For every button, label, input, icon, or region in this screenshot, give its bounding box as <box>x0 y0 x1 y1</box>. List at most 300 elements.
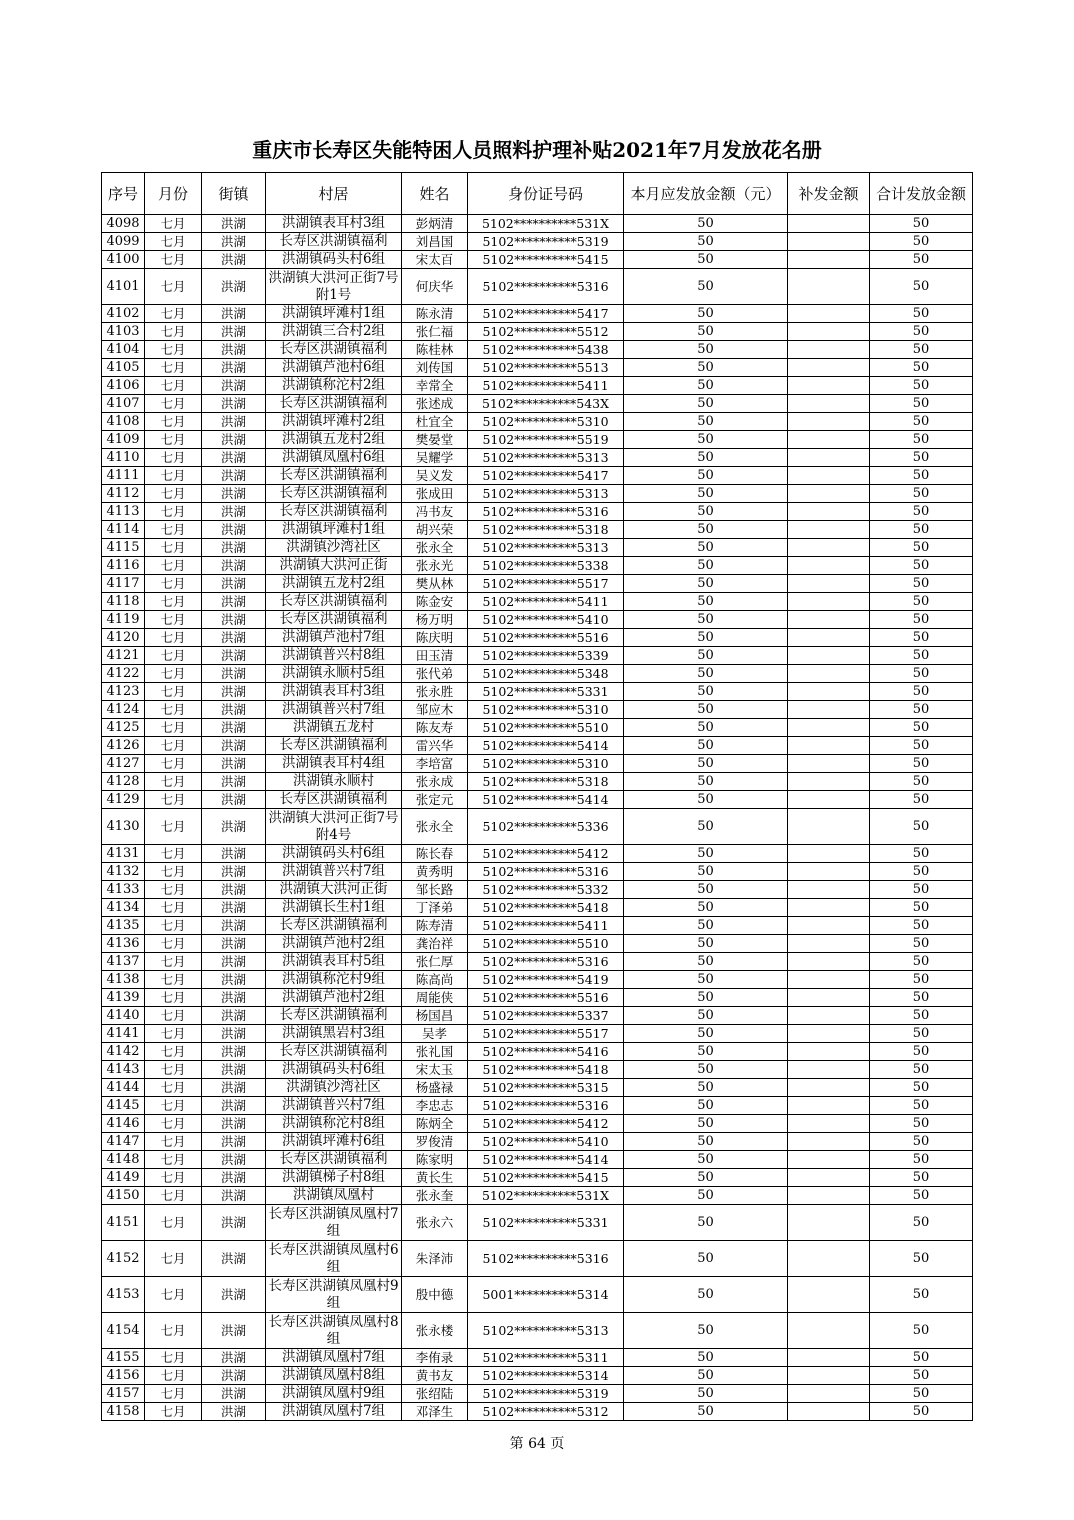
cell-monthly-amount: 50 <box>624 1079 788 1097</box>
cell-monthly-amount: 50 <box>624 989 788 1007</box>
cell-reissue-amount <box>788 467 870 485</box>
cell-month: 七月 <box>145 881 202 899</box>
table-row <box>102 863 973 881</box>
cell-month: 七月 <box>145 575 202 593</box>
cell-id-number: 5102**********5412 <box>468 1115 624 1133</box>
cell-index: 4143 <box>102 1061 145 1079</box>
cell-total-amount: 50 <box>870 1097 973 1115</box>
cell-village: 长寿区洪湖镇福利 <box>266 917 402 935</box>
cell-name: 李侑录 <box>402 1349 468 1367</box>
cell-month: 七月 <box>145 629 202 647</box>
cell-id-number: 5102**********5313 <box>468 539 624 557</box>
cell-name: 陈寿清 <box>402 917 468 935</box>
cell-town: 洪湖 <box>202 413 266 431</box>
cell-town: 洪湖 <box>202 683 266 701</box>
cell-index: 4158 <box>102 1403 145 1421</box>
cell-month: 七月 <box>145 989 202 1007</box>
cell-index: 4122 <box>102 665 145 683</box>
table-row <box>102 1061 973 1079</box>
cell-name: 杨国昌 <box>402 1007 468 1025</box>
cell-month: 七月 <box>145 305 202 323</box>
cell-monthly-amount: 50 <box>624 485 788 503</box>
cell-reissue-amount <box>788 629 870 647</box>
cell-month: 七月 <box>145 845 202 863</box>
cell-name: 张成田 <box>402 485 468 503</box>
cell-monthly-amount: 50 <box>624 1007 788 1025</box>
cell-total-amount: 50 <box>870 737 973 755</box>
col-header-monthly-amount: 本月应发放金额（元） <box>624 173 788 215</box>
cell-name: 幸常全 <box>402 377 468 395</box>
cell-name: 张永六 <box>402 1205 468 1241</box>
cell-village: 洪湖镇芦池村7组 <box>266 629 402 647</box>
cell-town: 洪湖 <box>202 1277 266 1313</box>
cell-name: 罗俊清 <box>402 1133 468 1151</box>
cell-index: 4133 <box>102 881 145 899</box>
cell-reissue-amount <box>788 935 870 953</box>
cell-town: 洪湖 <box>202 845 266 863</box>
cell-index: 4116 <box>102 557 145 575</box>
cell-total-amount: 50 <box>870 1043 973 1061</box>
cell-reissue-amount <box>788 1079 870 1097</box>
cell-id-number: 5102**********5419 <box>468 971 624 989</box>
cell-monthly-amount: 50 <box>624 1277 788 1313</box>
cell-village: 长寿区洪湖镇福利 <box>266 341 402 359</box>
cell-monthly-amount: 50 <box>624 539 788 557</box>
cell-town: 洪湖 <box>202 359 266 377</box>
cell-village: 洪湖镇大洪河正街 <box>266 881 402 899</box>
cell-id-number: 5102**********5314 <box>468 1367 624 1385</box>
cell-town: 洪湖 <box>202 1115 266 1133</box>
cell-village: 长寿区洪湖镇凤凰村6组 <box>266 1241 402 1277</box>
cell-total-amount: 50 <box>870 593 973 611</box>
cell-month: 七月 <box>145 863 202 881</box>
cell-month: 七月 <box>145 377 202 395</box>
cell-monthly-amount: 50 <box>624 683 788 701</box>
cell-index: 4124 <box>102 701 145 719</box>
cell-name: 张永全 <box>402 809 468 845</box>
cell-monthly-amount: 50 <box>624 341 788 359</box>
cell-month: 七月 <box>145 611 202 629</box>
cell-id-number: 5102**********5336 <box>468 809 624 845</box>
cell-index: 4120 <box>102 629 145 647</box>
table-row <box>102 431 973 449</box>
table-row <box>102 467 973 485</box>
cell-name: 冯书友 <box>402 503 468 521</box>
cell-town: 洪湖 <box>202 305 266 323</box>
cell-total-amount: 50 <box>870 809 973 845</box>
cell-village: 洪湖镇坪滩村2组 <box>266 413 402 431</box>
cell-town: 洪湖 <box>202 1367 266 1385</box>
cell-name: 丁泽弟 <box>402 899 468 917</box>
cell-total-amount: 50 <box>870 1367 973 1385</box>
table-row <box>102 503 973 521</box>
cell-month: 七月 <box>145 755 202 773</box>
table-row <box>102 665 973 683</box>
cell-reissue-amount <box>788 449 870 467</box>
cell-town: 洪湖 <box>202 1043 266 1061</box>
cell-monthly-amount: 50 <box>624 1367 788 1385</box>
cell-village: 洪湖镇永顺村 <box>266 773 402 791</box>
cell-town: 洪湖 <box>202 881 266 899</box>
cell-reissue-amount <box>788 323 870 341</box>
cell-month: 七月 <box>145 1403 202 1421</box>
cell-month: 七月 <box>145 233 202 251</box>
cell-total-amount: 50 <box>870 1277 973 1313</box>
table-row <box>102 1403 973 1421</box>
cell-monthly-amount: 50 <box>624 413 788 431</box>
cell-monthly-amount: 50 <box>624 719 788 737</box>
cell-index: 4108 <box>102 413 145 431</box>
cell-index: 4106 <box>102 377 145 395</box>
cell-index: 4099 <box>102 233 145 251</box>
cell-month: 七月 <box>145 449 202 467</box>
table-row <box>102 377 973 395</box>
cell-index: 4103 <box>102 323 145 341</box>
cell-id-number: 5102**********5516 <box>468 989 624 1007</box>
cell-town: 洪湖 <box>202 773 266 791</box>
cell-name: 李忠志 <box>402 1097 468 1115</box>
cell-name: 田玉清 <box>402 647 468 665</box>
cell-village: 长寿区洪湖镇福利 <box>266 395 402 413</box>
table-row <box>102 935 973 953</box>
cell-reissue-amount <box>788 1151 870 1169</box>
cell-id-number: 5102**********5411 <box>468 917 624 935</box>
cell-id-number: 5102**********5516 <box>468 629 624 647</box>
cell-month: 七月 <box>145 899 202 917</box>
cell-month: 七月 <box>145 1241 202 1277</box>
cell-village: 长寿区洪湖镇福利 <box>266 1007 402 1025</box>
cell-total-amount: 50 <box>870 215 973 233</box>
cell-month: 七月 <box>145 647 202 665</box>
cell-town: 洪湖 <box>202 899 266 917</box>
cell-town: 洪湖 <box>202 629 266 647</box>
cell-town: 洪湖 <box>202 701 266 719</box>
cell-monthly-amount: 50 <box>624 1043 788 1061</box>
cell-total-amount: 50 <box>870 557 973 575</box>
cell-total-amount: 50 <box>870 1007 973 1025</box>
cell-month: 七月 <box>145 1043 202 1061</box>
cell-month: 七月 <box>145 395 202 413</box>
cell-name: 宋太百 <box>402 251 468 269</box>
cell-town: 洪湖 <box>202 1151 266 1169</box>
table-row <box>102 971 973 989</box>
document-title: 重庆市长寿区失能特困人员照料护理补贴2021年7月发放花名册 <box>252 138 822 162</box>
table-row <box>102 1043 973 1061</box>
cell-village: 长寿区洪湖镇福利 <box>266 593 402 611</box>
cell-town: 洪湖 <box>202 1241 266 1277</box>
cell-town: 洪湖 <box>202 1313 266 1349</box>
cell-name: 张永光 <box>402 557 468 575</box>
cell-monthly-amount: 50 <box>624 737 788 755</box>
cell-id-number: 5102**********5416 <box>468 1043 624 1061</box>
cell-village: 洪湖镇凤凰村 <box>266 1187 402 1205</box>
cell-monthly-amount: 50 <box>624 953 788 971</box>
cell-id-number: 5102**********5415 <box>468 1169 624 1187</box>
cell-name: 吴耀学 <box>402 449 468 467</box>
cell-id-number: 5102**********5512 <box>468 323 624 341</box>
cell-village: 洪湖镇普兴村7组 <box>266 701 402 719</box>
cell-total-amount: 50 <box>870 251 973 269</box>
cell-name: 张永成 <box>402 773 468 791</box>
cell-reissue-amount <box>788 431 870 449</box>
cell-reissue-amount <box>788 701 870 719</box>
cell-id-number: 5102**********5417 <box>468 305 624 323</box>
cell-month: 七月 <box>145 359 202 377</box>
cell-month: 七月 <box>145 593 202 611</box>
cell-index: 4126 <box>102 737 145 755</box>
cell-town: 洪湖 <box>202 377 266 395</box>
cell-name: 张礼国 <box>402 1043 468 1061</box>
cell-index: 4130 <box>102 809 145 845</box>
cell-monthly-amount: 50 <box>624 1403 788 1421</box>
cell-total-amount: 50 <box>870 449 973 467</box>
cell-total-amount: 50 <box>870 683 973 701</box>
table-row <box>102 881 973 899</box>
cell-town: 洪湖 <box>202 449 266 467</box>
cell-monthly-amount: 50 <box>624 755 788 773</box>
cell-id-number: 5102**********5313 <box>468 1313 624 1349</box>
cell-total-amount: 50 <box>870 1115 973 1133</box>
cell-village: 洪湖镇沙湾社区 <box>266 1079 402 1097</box>
cell-village: 长寿区洪湖镇福利 <box>266 737 402 755</box>
cell-index: 4119 <box>102 611 145 629</box>
cell-name: 陈炳全 <box>402 1115 468 1133</box>
cell-town: 洪湖 <box>202 1349 266 1367</box>
page-number: 第 64 页 <box>509 1436 565 1452</box>
table-row <box>102 809 973 845</box>
cell-index: 4135 <box>102 917 145 935</box>
cell-index: 4141 <box>102 1025 145 1043</box>
cell-town: 洪湖 <box>202 863 266 881</box>
cell-monthly-amount: 50 <box>624 935 788 953</box>
cell-monthly-amount: 50 <box>624 809 788 845</box>
cell-id-number: 5102**********5312 <box>468 1403 624 1421</box>
cell-monthly-amount: 50 <box>624 251 788 269</box>
cell-town: 洪湖 <box>202 1025 266 1043</box>
cell-reissue-amount <box>788 737 870 755</box>
cell-name: 雷兴华 <box>402 737 468 755</box>
cell-id-number: 5102**********5410 <box>468 1133 624 1151</box>
cell-town: 洪湖 <box>202 431 266 449</box>
table-row <box>102 773 973 791</box>
cell-index: 4156 <box>102 1367 145 1385</box>
cell-monthly-amount: 50 <box>624 431 788 449</box>
cell-total-amount: 50 <box>870 629 973 647</box>
cell-monthly-amount: 50 <box>624 1313 788 1349</box>
cell-month: 七月 <box>145 1115 202 1133</box>
cell-id-number: 5102**********5411 <box>468 593 624 611</box>
cell-index: 4107 <box>102 395 145 413</box>
cell-name: 邓泽生 <box>402 1403 468 1421</box>
cell-reissue-amount <box>788 593 870 611</box>
cell-total-amount: 50 <box>870 647 973 665</box>
cell-index: 4152 <box>102 1241 145 1277</box>
cell-village: 洪湖镇凤凰村9组 <box>266 1385 402 1403</box>
table-row <box>102 701 973 719</box>
cell-id-number: 5102**********5311 <box>468 1349 624 1367</box>
table-row <box>102 395 973 413</box>
cell-reissue-amount <box>788 917 870 935</box>
cell-town: 洪湖 <box>202 1403 266 1421</box>
cell-monthly-amount: 50 <box>624 377 788 395</box>
cell-id-number: 5102**********5310 <box>468 413 624 431</box>
cell-name: 陈金安 <box>402 593 468 611</box>
cell-reissue-amount <box>788 899 870 917</box>
cell-name: 吴义发 <box>402 467 468 485</box>
cell-name: 胡兴荣 <box>402 521 468 539</box>
cell-village: 长寿区洪湖镇凤凰村8组 <box>266 1313 402 1349</box>
table-row <box>102 1367 973 1385</box>
cell-village: 洪湖镇码头村6组 <box>266 251 402 269</box>
cell-monthly-amount: 50 <box>624 305 788 323</box>
cell-id-number: 5102**********5348 <box>468 665 624 683</box>
cell-total-amount: 50 <box>870 467 973 485</box>
cell-village: 长寿区洪湖镇福利 <box>266 503 402 521</box>
table-row <box>102 305 973 323</box>
cell-reissue-amount <box>788 269 870 305</box>
table-row <box>102 1007 973 1025</box>
cell-village: 洪湖镇普兴村7组 <box>266 1097 402 1115</box>
table-row <box>102 1349 973 1367</box>
cell-id-number: 5102**********5338 <box>468 557 624 575</box>
cell-month: 七月 <box>145 467 202 485</box>
cell-town: 洪湖 <box>202 737 266 755</box>
cell-name: 杨万明 <box>402 611 468 629</box>
cell-index: 4136 <box>102 935 145 953</box>
table-row <box>102 845 973 863</box>
cell-month: 七月 <box>145 413 202 431</box>
table-row <box>102 341 973 359</box>
cell-month: 七月 <box>145 737 202 755</box>
cell-total-amount: 50 <box>870 1205 973 1241</box>
cell-monthly-amount: 50 <box>624 791 788 809</box>
cell-name: 樊从林 <box>402 575 468 593</box>
cell-monthly-amount: 50 <box>624 395 788 413</box>
table-row <box>102 647 973 665</box>
cell-town: 洪湖 <box>202 557 266 575</box>
cell-month: 七月 <box>145 971 202 989</box>
cell-total-amount: 50 <box>870 377 973 395</box>
cell-index: 4104 <box>102 341 145 359</box>
cell-id-number: 5102**********5332 <box>468 881 624 899</box>
cell-reissue-amount <box>788 413 870 431</box>
cell-monthly-amount: 50 <box>624 215 788 233</box>
cell-id-number: 5102**********5318 <box>468 521 624 539</box>
cell-name: 张永全 <box>402 539 468 557</box>
cell-reissue-amount <box>788 1115 870 1133</box>
cell-town: 洪湖 <box>202 1187 266 1205</box>
cell-town: 洪湖 <box>202 1205 266 1241</box>
cell-id-number: 5102**********5319 <box>468 1385 624 1403</box>
cell-month: 七月 <box>145 521 202 539</box>
cell-name: 杜宜全 <box>402 413 468 431</box>
cell-index: 4153 <box>102 1277 145 1313</box>
cell-town: 洪湖 <box>202 647 266 665</box>
cell-total-amount: 50 <box>870 1079 973 1097</box>
table-row <box>102 539 973 557</box>
cell-name: 张永奎 <box>402 1187 468 1205</box>
cell-id-number: 5102**********5414 <box>468 791 624 809</box>
cell-index: 4148 <box>102 1151 145 1169</box>
cell-index: 4125 <box>102 719 145 737</box>
cell-reissue-amount <box>788 683 870 701</box>
cell-month: 七月 <box>145 917 202 935</box>
cell-monthly-amount: 50 <box>624 629 788 647</box>
cell-town: 洪湖 <box>202 485 266 503</box>
cell-id-number: 5102**********5310 <box>468 701 624 719</box>
cell-village: 洪湖镇称沱村2组 <box>266 377 402 395</box>
cell-total-amount: 50 <box>870 323 973 341</box>
cell-id-number: 5102**********5410 <box>468 611 624 629</box>
cell-month: 七月 <box>145 1007 202 1025</box>
cell-village: 长寿区洪湖镇福利 <box>266 1151 402 1169</box>
cell-month: 七月 <box>145 557 202 575</box>
cell-monthly-amount: 50 <box>624 1169 788 1187</box>
cell-index: 4140 <box>102 1007 145 1025</box>
cell-index: 4098 <box>102 215 145 233</box>
cell-village: 洪湖镇沙湾社区 <box>266 539 402 557</box>
table-row <box>102 1169 973 1187</box>
cell-name: 陈永清 <box>402 305 468 323</box>
cell-monthly-amount: 50 <box>624 557 788 575</box>
table-row <box>102 611 973 629</box>
cell-total-amount: 50 <box>870 1403 973 1421</box>
cell-monthly-amount: 50 <box>624 881 788 899</box>
cell-reissue-amount <box>788 1007 870 1025</box>
cell-index: 4132 <box>102 863 145 881</box>
cell-total-amount: 50 <box>870 575 973 593</box>
cell-reissue-amount <box>788 881 870 899</box>
cell-index: 4155 <box>102 1349 145 1367</box>
cell-month: 七月 <box>145 1385 202 1403</box>
cell-name: 朱泽沛 <box>402 1241 468 1277</box>
cell-month: 七月 <box>145 1097 202 1115</box>
cell-reissue-amount <box>788 953 870 971</box>
cell-index: 4118 <box>102 593 145 611</box>
table-row <box>102 521 973 539</box>
cell-index: 4144 <box>102 1079 145 1097</box>
cell-index: 4128 <box>102 773 145 791</box>
cell-id-number: 5102**********5438 <box>468 341 624 359</box>
cell-name: 彭炳清 <box>402 215 468 233</box>
cell-id-number: 5102**********5418 <box>468 899 624 917</box>
cell-village: 洪湖镇永顺村5组 <box>266 665 402 683</box>
cell-town: 洪湖 <box>202 791 266 809</box>
cell-total-amount: 50 <box>870 1025 973 1043</box>
cell-village: 洪湖镇称沱村8组 <box>266 1115 402 1133</box>
cell-month: 七月 <box>145 269 202 305</box>
cell-village: 洪湖镇坪滩村1组 <box>266 521 402 539</box>
cell-village: 长寿区洪湖镇凤凰村9组 <box>266 1277 402 1313</box>
cell-index: 4142 <box>102 1043 145 1061</box>
table-row <box>102 1025 973 1043</box>
table-row <box>102 413 973 431</box>
cell-town: 洪湖 <box>202 1133 266 1151</box>
cell-town: 洪湖 <box>202 1097 266 1115</box>
cell-total-amount: 50 <box>870 881 973 899</box>
col-header-total-amount: 合计发放金额 <box>870 173 973 215</box>
cell-id-number: 5102**********5315 <box>468 1079 624 1097</box>
cell-id-number: 5102**********5331 <box>468 683 624 701</box>
cell-name: 张仁福 <box>402 323 468 341</box>
cell-name: 宋太玉 <box>402 1061 468 1079</box>
cell-town: 洪湖 <box>202 1061 266 1079</box>
cell-id-number: 5102**********5316 <box>468 953 624 971</box>
cell-town: 洪湖 <box>202 467 266 485</box>
cell-name: 陈桂林 <box>402 341 468 359</box>
table-row <box>102 449 973 467</box>
cell-village: 洪湖镇凤凰村8组 <box>266 1367 402 1385</box>
